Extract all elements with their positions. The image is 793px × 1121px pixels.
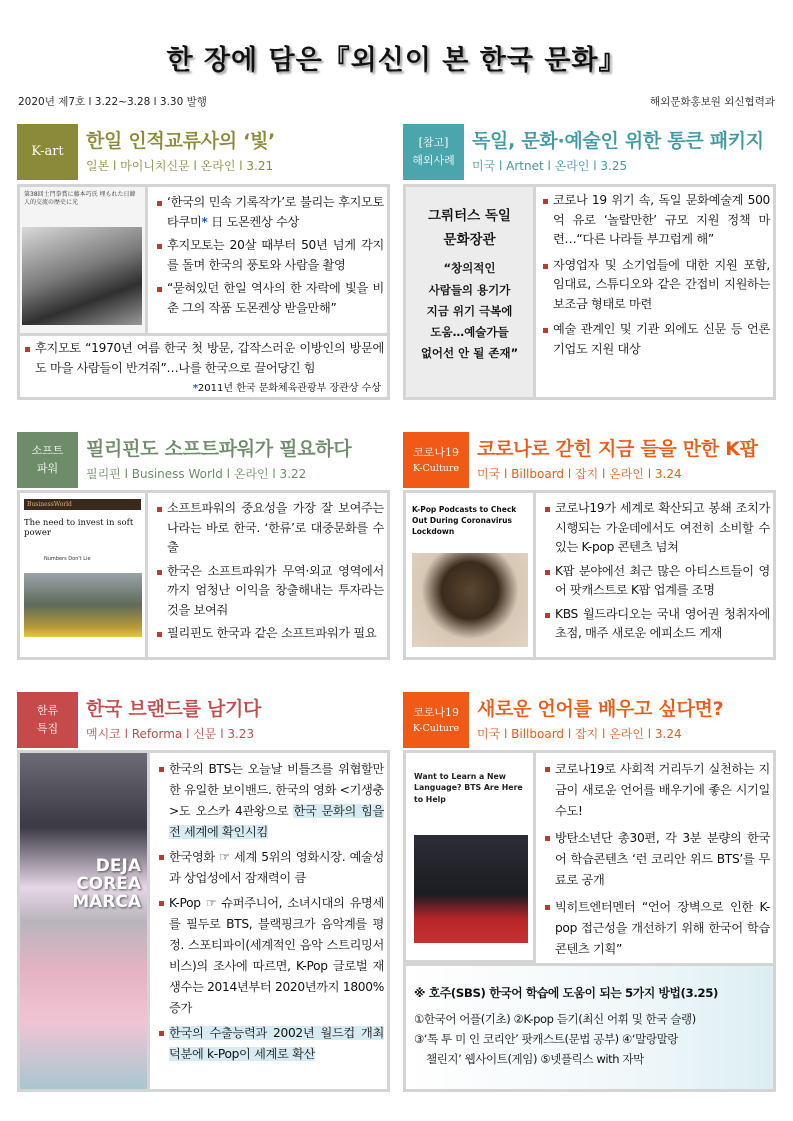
image-caption: DEJA COREA MARCA	[72, 856, 141, 912]
bullet-item: 한국의 수출능력과 2002년 월드컵 개최덕분에 k-Pop이 세계로 확산	[158, 1023, 384, 1065]
image-caption: The need to invest in soft power	[24, 518, 134, 538]
bullet-item: “묻혀있던 한일 역사의 한 자락에 빛을 비춘 그의 작품 도몬켄상 받을만해”	[156, 279, 384, 318]
headline: 독일, 문화·예술인 위한 통큰 패키지	[472, 130, 764, 152]
image-caption: 第38回土門拳賞に藤本巧氏 埋もれた日韓人的交流の歴史に光	[24, 191, 136, 206]
headline: 코로나로 갇힌 지금 들을 만한 K팝	[477, 438, 758, 460]
author: Numbers Don't Lie	[44, 556, 91, 562]
wide-bullet	[24, 339, 384, 382]
bullet-item: 자영업자 및 소기업들에 대한 지원 포함, 임대료, 스튜디오와 같은 간접비 지원하는 보조금 형태로 마련	[542, 256, 770, 315]
bullet-item: 한국은 소프트파워가 무역·외교 영역에서까지 엄청난 이익을 창출해내는 투자라는 것을 보여줘	[156, 562, 384, 621]
tips-title: ※ 호주(SBS) 한국어 학습에 도움이 되는 5가지 방법(3.25)	[414, 986, 719, 1000]
tag-line: 코로나19	[413, 705, 459, 719]
page-title: 한 장에 담은『외신이 본 한국 문화』	[166, 45, 627, 76]
tag-line: 특집	[36, 722, 59, 735]
article-body	[17, 184, 390, 400]
bts-photo	[414, 835, 528, 943]
bullet-item: 빅히트엔터멘터 “언어 장벽으로 인한 K-pop 접근성을 개선하기 위해 한국어 학습 콘텐츠 기획”	[544, 897, 770, 960]
headline: 새로운 언어를 배우고 싶다면?	[477, 698, 724, 720]
article-body	[403, 750, 776, 1092]
article-corona-kpop	[403, 432, 776, 664]
article-header	[17, 124, 390, 180]
tag-line: 한류	[36, 704, 59, 718]
bullet-item: 코로나 19 위기 속, 독일 문화예술계 500억 유로 ‘놀랄만한’ 규모 지원 정책 마련…“다른 나라들 부끄럽게 해”	[542, 191, 770, 250]
headline: 한국 브랜드를 남기다	[86, 698, 262, 720]
quote-box	[406, 187, 536, 397]
tag-line: 소프트	[31, 444, 64, 458]
bullet-list	[542, 191, 770, 363]
bullet-item: KBS 월드라디오는 국내 영어권 청취자에 초점, 매주 새로운 에피소드 게재	[544, 605, 770, 644]
source-line: 일본 l 마이니치신문 l 온라인 l 3.21	[86, 159, 274, 173]
bullet-list	[156, 499, 384, 648]
bullet-item: K-Pop ☞ 슈퍼주니어, 소녀시대의 유명세를 필두로 BTS, 블랙핑크가 음악계를 평정. 스포티파이(세계적인 음악 스트리밍서비스)의 조사에 따르면, K-Pop 글로벌 재생수는 2014년부터 2020년까지 1800% 증가	[158, 893, 384, 1019]
tag-line: [참고]	[418, 136, 449, 150]
footnote: *2011년 한국 문화체육관광부 장관상 수상	[192, 383, 381, 394]
source-line: 미국 l Artnet l 온라인 l 3.25	[472, 159, 628, 173]
article-body	[17, 490, 390, 660]
bullet-item: 코로나19로 사회적 거리두기 실천하는 지금이 새로운 언어를 배우기에 좋은 시기일 수도!	[544, 759, 770, 822]
article-image	[406, 753, 536, 963]
image-caption: K-Pop Podcasts to Check Out During Coronavirus Lockdown	[412, 505, 517, 536]
article-image	[406, 493, 536, 657]
article-image	[20, 187, 148, 333]
bullet-item: K팝 분야에선 최근 많은 아티스트들이 영어 팟캐스트로 K팝 업계를 조명	[544, 562, 770, 601]
artist-photo	[412, 553, 528, 647]
bullet-item: 방탄소년단 총30편, 각 3분 분량의 한국어 학습콘텐츠 ‘런 코리안 위드 BTS’를 무료로 공개	[544, 828, 770, 891]
article-header	[403, 432, 776, 488]
quote-speaker: 그뤼터스 독일 문화장관	[428, 208, 511, 248]
brand-bar: BusinessWorld	[24, 499, 141, 510]
article-body	[403, 184, 776, 400]
category-tag	[17, 124, 78, 180]
image-caption: Want to Learn a New Language? BTS Are Here to Help	[414, 772, 523, 804]
bullet-item: 필리핀도 한국과 같은 소프트파워가 필요	[156, 624, 384, 644]
category-tag	[403, 432, 469, 488]
tips-list: ①한국어 어플(기초) ②K-pop 듣기(최신 어휘 및 한국 슬랭) ③‘톡 투 미 인 코리안’ 팟캐스트(문법 공부) ④‘말랑말랑 챌린지’ 웹사이트(게임) ⑤넷플릭스 with 자막	[414, 1012, 696, 1067]
article-body	[17, 750, 390, 1092]
article-header	[17, 432, 390, 488]
category-tag	[403, 692, 469, 748]
bullet-item: 한국의 BTS는 오늘날 비틀즈를 위협할만한 유일한 보이밴드. 한국의 영화 <기생충>도 오스카 4관왕으로 한국 문화의 힘을 전 세계에 확인시킴	[158, 759, 384, 843]
article-header	[403, 124, 776, 180]
article-header	[17, 692, 390, 748]
category-tag	[17, 692, 78, 748]
article-reference	[403, 124, 776, 398]
tips-box	[406, 963, 773, 1089]
headline: 필리핀도 소프트파워가 필요하다	[86, 438, 352, 460]
category-tag	[17, 432, 78, 488]
headline: 한일 인적교류사의 ‘빛’	[86, 130, 275, 152]
bullet-list	[544, 499, 770, 648]
quote-text: “창의적인 사람들의 용기가 지금 위기 극복에 도움…예술가들 없어선 안 될 존재”	[420, 261, 519, 361]
article-body	[403, 490, 776, 660]
tag-line: 해외사례	[412, 154, 455, 167]
source-line: 필리핀 l Business World l 온라인 l 3.22	[86, 467, 307, 481]
tag-line: 파워	[36, 462, 59, 475]
publisher: 해외문화홍보원 외신협력과	[649, 96, 775, 108]
source-line: 미국 l Billboard l 잡지 l 온라인 l 3.24	[477, 467, 682, 481]
bullet-list	[156, 193, 384, 322]
issue-info: 2020년 제7호 l 3.22~3.28 l 3.30 발행	[18, 96, 207, 108]
article-kart	[17, 124, 390, 398]
street-photo	[22, 227, 142, 325]
article-softpower	[17, 432, 390, 664]
gangnam-style-photo	[24, 573, 142, 637]
bullet-item: 소프트파워의 중요성을 가장 잘 보여주는 나라는 바로 한국. ‘한류’로 대중문화를 수출	[156, 499, 384, 558]
bullet-item: 후지모토 “1970년 여름 한국 첫 방문, 갑작스러운 이방인의 방문에도 마을 사람들이 반겨줘”…나를 한국으로 끌어당긴 힘	[24, 339, 384, 378]
bullet-list	[158, 759, 384, 1069]
article-header	[403, 692, 776, 748]
tag-line: K-Culture	[412, 723, 460, 735]
newspaper-image	[20, 753, 150, 1089]
article-corona-language	[403, 692, 776, 1092]
bullet-item: 후지모토는 20살 때부터 50년 넘게 각지를 돌며 한국의 풍토와 사람을 촬영	[156, 236, 384, 275]
tag-line: K-art	[31, 143, 64, 159]
source-line: 멕시코 l Reforma l 신문 l 3.23	[86, 727, 255, 741]
source-line: 미국 l Billboard l 잡지 l 온라인 l 3.24	[477, 727, 682, 741]
tag-line: K-Culture	[412, 463, 460, 475]
category-tag	[403, 124, 464, 180]
bullet-item: ‘한국의 민속 기록작가’로 불리는 후지모토 타쿠미* 日 도몬켄상 수상	[156, 193, 384, 232]
tag-line: 코로나19	[413, 445, 459, 459]
divider	[20, 333, 387, 336]
bullet-item: 예술 관계인 및 기관 외에도 신문 등 언론기업도 지원 대상	[542, 320, 770, 359]
bullet-list	[544, 759, 770, 964]
bullet-item: 코로나19가 세계로 확산되고 봉쇄 조치가 시행되는 가운데에서도 여전히 소비할 수 있는 K-pop 콘텐츠 넘쳐	[544, 499, 770, 558]
article-hallyu	[17, 692, 390, 1092]
article-image	[20, 493, 148, 657]
bullet-item: 한국영화 ☞ 세계 5위의 영화시장. 예술성과 상업성에서 잠재력이 큼	[158, 847, 384, 889]
